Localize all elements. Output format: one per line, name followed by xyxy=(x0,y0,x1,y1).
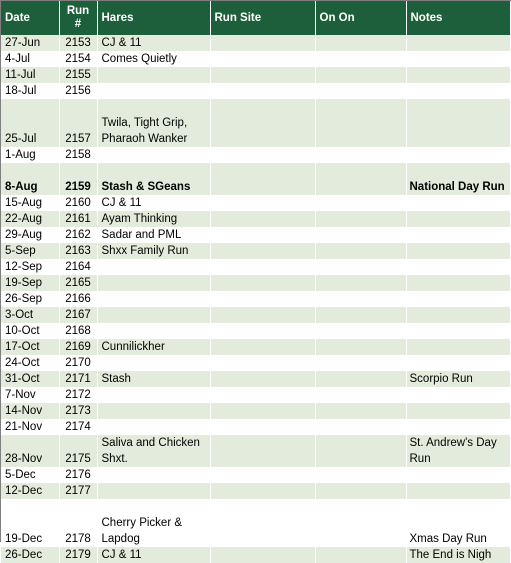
cell-hares[interactable] xyxy=(97,275,210,291)
cell-notes[interactable] xyxy=(406,83,510,99)
cell-run-number[interactable]: 2159 xyxy=(59,163,97,195)
table-row xyxy=(1,387,510,403)
cell-run-site[interactable] xyxy=(210,83,315,99)
cell-date[interactable]: 27-Jun xyxy=(1,35,59,51)
cell-hares[interactable] xyxy=(97,419,210,435)
cell-hares-line xyxy=(102,275,210,291)
cell-run-site[interactable] xyxy=(210,435,315,467)
cell-run-number[interactable]: 2161 xyxy=(59,211,97,227)
cell-date[interactable]: 29-Aug xyxy=(1,227,59,243)
cell-run-number[interactable]: 2175 xyxy=(59,435,97,467)
cell-date[interactable]: 7-Nov xyxy=(1,387,59,403)
cell-hares[interactable] xyxy=(97,51,210,67)
cell-run-number[interactable]: 2155 xyxy=(59,67,97,83)
cell-notes-line xyxy=(410,35,510,51)
table-row xyxy=(1,51,510,67)
cell-notes[interactable] xyxy=(406,147,510,163)
cell-hares[interactable] xyxy=(97,323,210,339)
cell-run-number[interactable]: 2158 xyxy=(59,147,97,163)
cell-hares[interactable] xyxy=(97,371,210,387)
cell-hares[interactable] xyxy=(97,355,210,371)
cell-on-on[interactable] xyxy=(315,307,406,323)
cell-on-on[interactable] xyxy=(315,147,406,163)
cell-date[interactable]: 19-Dec xyxy=(1,499,59,547)
cell-hares[interactable] xyxy=(97,99,210,147)
cell-notes[interactable] xyxy=(406,419,510,435)
cell-on-on[interactable] xyxy=(315,499,406,547)
cell-hares-line xyxy=(102,387,210,403)
cell-notes-line xyxy=(410,131,510,147)
cell-notes[interactable] xyxy=(406,275,510,291)
cell-hares-line: Saliva and Chicken xyxy=(101,437,200,449)
cell-run-site[interactable] xyxy=(210,355,315,371)
cell-notes-line: St. Andrew's Day xyxy=(409,437,497,449)
cell-run-site[interactable] xyxy=(210,243,315,259)
cell-on-on[interactable] xyxy=(315,419,406,435)
cell-notes[interactable] xyxy=(406,403,510,419)
table-row xyxy=(1,547,510,563)
cell-date[interactable]: 8-Aug xyxy=(1,163,59,195)
header-hares[interactable]: Hares xyxy=(97,1,210,35)
cell-on-on[interactable] xyxy=(315,371,406,387)
table-row xyxy=(1,339,510,355)
cell-on-on[interactable] xyxy=(315,163,406,195)
cell-date[interactable]: 15-Aug xyxy=(1,195,59,211)
cell-notes[interactable] xyxy=(406,435,510,467)
table-row xyxy=(1,83,510,99)
cell-hares-line: Twila, Tight Grip, xyxy=(101,117,188,129)
cell-notes-line xyxy=(410,291,510,307)
cell-notes[interactable] xyxy=(406,35,510,51)
header-notes[interactable]: Notes xyxy=(406,1,510,35)
cell-hares-line: Shxx Family Run xyxy=(101,245,189,257)
cell-hares[interactable] xyxy=(97,339,210,355)
cell-notes[interactable] xyxy=(406,371,510,387)
cell-notes-line xyxy=(410,339,510,355)
cell-run-site[interactable] xyxy=(210,483,315,499)
cell-hares-line xyxy=(102,83,210,99)
cell-notes-line xyxy=(410,307,510,323)
cell-on-on[interactable] xyxy=(315,547,406,563)
header-date[interactable]: Date xyxy=(1,1,59,35)
cell-hares[interactable] xyxy=(97,547,210,563)
cell-hares-line: Cherry Picker & xyxy=(101,517,183,529)
cell-notes[interactable] xyxy=(406,243,510,259)
cell-notes-line: National Day Run xyxy=(409,181,505,193)
cell-notes[interactable] xyxy=(406,467,510,483)
cell-run-site[interactable] xyxy=(210,307,315,323)
cell-hares-line: CJ & 11 xyxy=(101,197,142,209)
cell-hares[interactable] xyxy=(97,291,210,307)
cell-notes-line xyxy=(410,419,510,435)
table-row xyxy=(1,243,510,259)
cell-hares-line xyxy=(102,163,210,179)
cell-notes-line xyxy=(410,499,510,515)
cell-run-number[interactable]: 2176 xyxy=(59,467,97,483)
cell-run-number[interactable]: 2160 xyxy=(59,195,97,211)
table-row xyxy=(1,259,510,275)
cell-notes[interactable] xyxy=(406,307,510,323)
cell-on-on[interactable] xyxy=(315,355,406,371)
table-row xyxy=(1,323,510,339)
cell-on-on[interactable] xyxy=(315,323,406,339)
cell-date[interactable]: 5-Dec xyxy=(1,467,59,483)
cell-notes-line xyxy=(410,163,510,179)
table-row xyxy=(1,291,510,307)
cell-run-number[interactable]: 2170 xyxy=(59,355,97,371)
cell-on-on[interactable] xyxy=(315,435,406,467)
cell-run-number[interactable]: 2169 xyxy=(59,339,97,355)
cell-hares-line xyxy=(102,291,210,307)
cell-run-site[interactable] xyxy=(210,195,315,211)
cell-date[interactable]: 19-Sep xyxy=(1,275,59,291)
cell-hares[interactable] xyxy=(97,259,210,275)
cell-on-on[interactable] xyxy=(315,275,406,291)
cell-date[interactable]: 14-Nov xyxy=(1,403,59,419)
cell-notes-line: Xmas Day Run xyxy=(409,533,487,545)
cell-date[interactable]: 21-Nov xyxy=(1,419,59,435)
cell-hares-line: CJ & 11 xyxy=(101,37,142,49)
cell-run-site[interactable] xyxy=(210,547,315,563)
cell-hares-line xyxy=(102,307,210,323)
cell-run-site[interactable] xyxy=(210,419,315,435)
cell-hares[interactable] xyxy=(97,227,210,243)
cell-notes[interactable] xyxy=(406,547,510,563)
cell-run-number[interactable]: 2171 xyxy=(59,371,97,387)
table-row xyxy=(1,211,510,227)
cell-hares[interactable] xyxy=(97,387,210,403)
cell-notes-line xyxy=(410,147,510,163)
cell-hares-line: Shxt. xyxy=(101,453,128,465)
cell-notes-line xyxy=(410,99,510,115)
cell-on-on[interactable] xyxy=(315,339,406,355)
cell-run-site[interactable] xyxy=(210,259,315,275)
table-row xyxy=(1,275,510,291)
cell-run-number[interactable]: 2156 xyxy=(59,83,97,99)
cell-notes-line xyxy=(410,211,510,227)
table-row xyxy=(1,403,510,419)
cell-notes[interactable] xyxy=(406,291,510,307)
cell-notes-line xyxy=(410,67,510,83)
cell-run-site[interactable] xyxy=(210,211,315,227)
cell-on-on[interactable] xyxy=(315,67,406,83)
cell-run-site[interactable] xyxy=(210,387,315,403)
cell-on-on[interactable] xyxy=(315,259,406,275)
cell-run-number[interactable]: 2174 xyxy=(59,419,97,435)
cell-run-number[interactable]: 2157 xyxy=(59,99,97,147)
cell-run-number[interactable]: 2167 xyxy=(59,307,97,323)
header-on-on[interactable]: On On xyxy=(315,1,406,35)
cell-date[interactable]: 3-Oct xyxy=(1,307,59,323)
cell-run-site[interactable] xyxy=(210,291,315,307)
cell-hares[interactable] xyxy=(97,35,210,51)
cell-date[interactable]: 17-Oct xyxy=(1,339,59,355)
cell-notes[interactable] xyxy=(406,227,510,243)
cell-notes-line xyxy=(410,243,510,259)
cell-hares[interactable] xyxy=(97,403,210,419)
cell-run-number[interactable]: 2165 xyxy=(59,275,97,291)
cell-hares[interactable] xyxy=(97,483,210,499)
cell-notes[interactable] xyxy=(406,355,510,371)
cell-notes-line xyxy=(410,403,510,419)
cell-date[interactable]: 31-Oct xyxy=(1,371,59,387)
cell-notes-line: Scorpio Run xyxy=(409,373,473,385)
table-row xyxy=(1,499,510,547)
cell-hares[interactable] xyxy=(97,83,210,99)
cell-date[interactable]: 12-Dec xyxy=(1,483,59,499)
table-row xyxy=(1,355,510,371)
cell-run-number[interactable]: 2172 xyxy=(59,387,97,403)
cell-run-site[interactable] xyxy=(210,51,315,67)
cell-hares-line xyxy=(102,99,210,115)
cell-date[interactable]: 12-Sep xyxy=(1,259,59,275)
cell-on-on[interactable] xyxy=(315,387,406,403)
cell-hares-line: Pharaoh Wanker xyxy=(101,133,188,145)
cell-hares-line xyxy=(102,467,210,483)
cell-notes[interactable] xyxy=(406,163,510,195)
cell-hares[interactable] xyxy=(97,147,210,163)
table-row xyxy=(1,35,510,51)
cell-notes-line: Run xyxy=(409,453,431,465)
cell-hares-line: Cunnilickher xyxy=(101,341,165,353)
cell-date[interactable]: 28-Nov xyxy=(1,435,59,467)
cell-notes-line xyxy=(410,259,510,275)
cell-hares[interactable] xyxy=(97,211,210,227)
cell-notes-line xyxy=(410,355,510,371)
cell-on-on[interactable] xyxy=(315,99,406,147)
cell-run-number[interactable]: 2154 xyxy=(59,51,97,67)
cell-notes-line xyxy=(410,387,510,403)
cell-run-number[interactable]: 2173 xyxy=(59,403,97,419)
header-run-number[interactable] xyxy=(59,1,97,35)
cell-on-on[interactable] xyxy=(315,195,406,211)
cell-run-site[interactable] xyxy=(210,371,315,387)
header-row xyxy=(1,1,510,35)
table-row xyxy=(1,371,510,387)
cell-notes-line xyxy=(410,115,510,131)
table-row xyxy=(1,147,510,163)
cell-date[interactable]: 22-Aug xyxy=(1,211,59,227)
cell-run-number[interactable]: 2153 xyxy=(59,35,97,51)
cell-run-number[interactable]: 2164 xyxy=(59,259,97,275)
cell-date[interactable]: 26-Dec xyxy=(1,547,59,563)
cell-date[interactable]: 25-Jul xyxy=(1,99,59,147)
cell-hares-line: Comes Quietly xyxy=(101,53,177,65)
cell-hares-line: Lapdog xyxy=(101,533,140,545)
cell-run-number[interactable]: 2168 xyxy=(59,323,97,339)
cell-hares[interactable] xyxy=(97,67,210,83)
table-row xyxy=(1,419,510,435)
cell-hares-line: CJ & 11 xyxy=(101,549,142,561)
cell-notes-line xyxy=(410,195,510,211)
cell-date[interactable]: 1-Aug xyxy=(1,147,59,163)
cell-hares-line xyxy=(102,67,210,83)
cell-notes[interactable] xyxy=(406,339,510,355)
table-row xyxy=(1,483,510,499)
cell-hares-line: Ayam Thinking xyxy=(101,213,178,225)
cell-notes-line xyxy=(410,227,510,243)
cell-notes-line xyxy=(410,483,510,499)
cell-notes[interactable] xyxy=(406,499,510,547)
cell-hares-line xyxy=(102,499,210,515)
cell-hares[interactable] xyxy=(97,243,210,259)
cell-notes[interactable] xyxy=(406,483,510,499)
header-run-line1: Run xyxy=(66,5,90,17)
cell-on-on[interactable] xyxy=(315,243,406,259)
cell-on-on[interactable] xyxy=(315,483,406,499)
cell-run-site[interactable] xyxy=(210,323,315,339)
cell-run-site[interactable] xyxy=(210,99,315,147)
cell-hares-line xyxy=(102,355,210,371)
cell-notes[interactable] xyxy=(406,387,510,403)
cell-run-site[interactable] xyxy=(210,35,315,51)
cell-notes-line: The End is Nigh xyxy=(409,549,492,561)
cell-date[interactable]: 18-Jul xyxy=(1,83,59,99)
cell-date[interactable]: 4-Jul xyxy=(1,51,59,67)
table-row xyxy=(1,467,510,483)
cell-notes[interactable] xyxy=(406,99,510,147)
run-schedule-table xyxy=(1,1,511,563)
table-row xyxy=(1,307,510,323)
cell-run-number[interactable]: 2177 xyxy=(59,483,97,499)
cell-hares-line: Stash xyxy=(101,373,131,385)
cell-on-on[interactable] xyxy=(315,35,406,51)
cell-hares[interactable] xyxy=(97,195,210,211)
cell-on-on[interactable] xyxy=(315,467,406,483)
cell-on-on[interactable] xyxy=(315,227,406,243)
table-row xyxy=(1,227,510,243)
cell-hares-line: Stash & SGeans xyxy=(101,181,191,193)
cell-hares-line: Sadar and PML xyxy=(101,229,182,241)
cell-hares[interactable] xyxy=(97,467,210,483)
cell-hares[interactable] xyxy=(97,499,210,547)
cell-on-on[interactable] xyxy=(315,83,406,99)
cell-hares[interactable] xyxy=(97,307,210,323)
cell-hares[interactable] xyxy=(97,435,210,467)
cell-notes-line xyxy=(410,515,510,531)
cell-hares[interactable] xyxy=(97,163,210,195)
cell-run-site[interactable] xyxy=(210,339,315,355)
cell-date[interactable]: 24-Oct xyxy=(1,355,59,371)
cell-run-number[interactable]: 2179 xyxy=(59,547,97,563)
cell-notes[interactable] xyxy=(406,51,510,67)
table-row xyxy=(1,99,510,147)
cell-run-site[interactable] xyxy=(210,403,315,419)
header-run-site[interactable]: Run Site xyxy=(210,1,315,35)
cell-run-site[interactable] xyxy=(210,163,315,195)
cell-notes-line xyxy=(410,323,510,339)
cell-run-site[interactable] xyxy=(210,147,315,163)
cell-notes[interactable] xyxy=(406,195,510,211)
cell-notes[interactable] xyxy=(406,211,510,227)
cell-date[interactable]: 10-Oct xyxy=(1,323,59,339)
cell-notes-line xyxy=(410,275,510,291)
cell-run-number[interactable]: 2162 xyxy=(59,227,97,243)
cell-notes-line xyxy=(410,83,510,99)
table-row xyxy=(1,163,510,195)
table-row xyxy=(1,67,510,83)
cell-hares-line xyxy=(102,323,210,339)
cell-hares-line xyxy=(102,483,210,499)
cell-date[interactable]: 26-Sep xyxy=(1,291,59,307)
cell-notes[interactable] xyxy=(406,323,510,339)
cell-hares-line xyxy=(102,403,210,419)
cell-run-site[interactable] xyxy=(210,467,315,483)
cell-hares-line xyxy=(102,147,210,163)
cell-run-site[interactable] xyxy=(210,275,315,291)
cell-run-site[interactable] xyxy=(210,227,315,243)
cell-notes-line xyxy=(410,467,510,483)
cell-run-number[interactable]: 2166 xyxy=(59,291,97,307)
cell-on-on[interactable] xyxy=(315,51,406,67)
cell-notes[interactable] xyxy=(406,67,510,83)
table-body xyxy=(1,35,510,563)
cell-hares-line xyxy=(102,419,210,435)
cell-date[interactable]: 11-Jul xyxy=(1,67,59,83)
cell-notes[interactable] xyxy=(406,259,510,275)
cell-run-number[interactable]: 2163 xyxy=(59,243,97,259)
cell-notes-line xyxy=(410,51,510,67)
table-row xyxy=(1,435,510,467)
cell-hares-line xyxy=(102,259,210,275)
cell-on-on[interactable] xyxy=(315,291,406,307)
cell-run-site[interactable] xyxy=(210,499,315,547)
cell-run-number[interactable]: 2178 xyxy=(59,499,97,547)
cell-date[interactable]: 5-Sep xyxy=(1,243,59,259)
cell-on-on[interactable] xyxy=(315,211,406,227)
header-run-line2: # xyxy=(74,18,82,30)
cell-run-site[interactable] xyxy=(210,67,315,83)
cell-on-on[interactable] xyxy=(315,403,406,419)
table-row xyxy=(1,195,510,211)
